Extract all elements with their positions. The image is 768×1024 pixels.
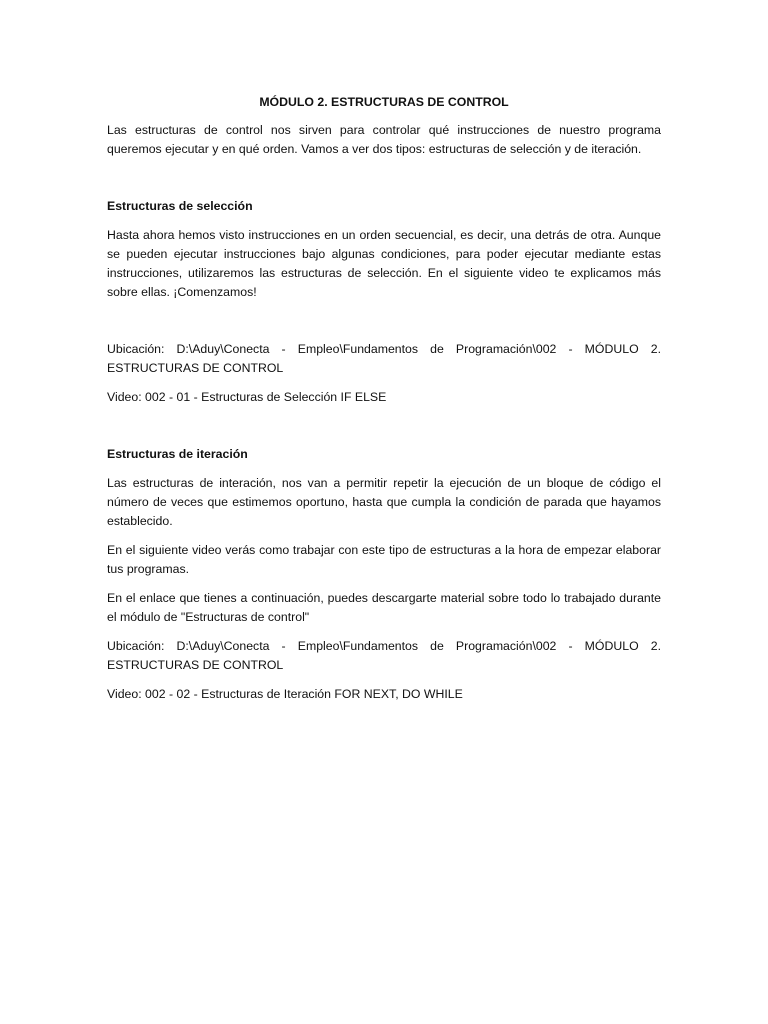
section-heading-selection: Estructuras de selección	[107, 199, 253, 213]
iteration-paragraph-1: Las estructuras de interación, nos van a permitir repetir la ejecución de un bloque de código el número de veces que estimemos oportuno, hasta que cumpla la condición de parada que hayamos establecido.	[107, 476, 661, 528]
iteration-paragraph-2: En el siguiente video verás como trabajar con este tipo de estructuras a la hora de empezar elaborar tus programas.	[107, 543, 661, 576]
document-page	[107, 93, 661, 714]
spacer	[107, 169, 661, 197]
spacer	[107, 417, 661, 445]
iteration-paragraph-3: En el enlace que tienes a continuación, puedes descargarte material sobre todo lo trabajado durante el módulo de "Estructuras de control"	[107, 591, 661, 624]
selection-paragraph: Hasta ahora hemos visto instrucciones en un orden secuencial, es decir, una detrás de otra. Aunque se pueden ejecutar instrucciones bajo algunas condiciones, para poder ejecutar mediante estas instrucciones, utilizaremos las estructuras de selección. En el siguiente video te explicamos más sobre ellas. ¡Comenzamos!	[107, 228, 661, 299]
spacer	[107, 312, 661, 340]
selection-location: Ubicación: D:\Aduy\Conecta - Empleo\Fundamentos de Programación\002 - MÓDULO 2. ESTRUCTURAS DE CONTROL	[107, 342, 661, 375]
section-heading-iteration: Estructuras de iteración	[107, 447, 248, 461]
iteration-location: Ubicación: D:\Aduy\Conecta - Empleo\Fundamentos de Programación\002 - MÓDULO 2. ESTRUCTURAS DE CONTROL	[107, 639, 661, 672]
document-title: MÓDULO 2. ESTRUCTURAS DE CONTROL	[259, 95, 509, 109]
intro-paragraph: Las estructuras de control nos sirven para controlar qué instrucciones de nuestro programa queremos ejecutar y en qué orden. Vamos a ver dos tipos: estructuras de selección y de iteración.	[107, 123, 661, 156]
selection-video: Video: 002 - 01 - Estructuras de Selección IF ELSE	[107, 390, 387, 404]
iteration-video: Video: 002 - 02 - Estructuras de Iteración FOR NEXT, DO WHILE	[107, 687, 463, 701]
